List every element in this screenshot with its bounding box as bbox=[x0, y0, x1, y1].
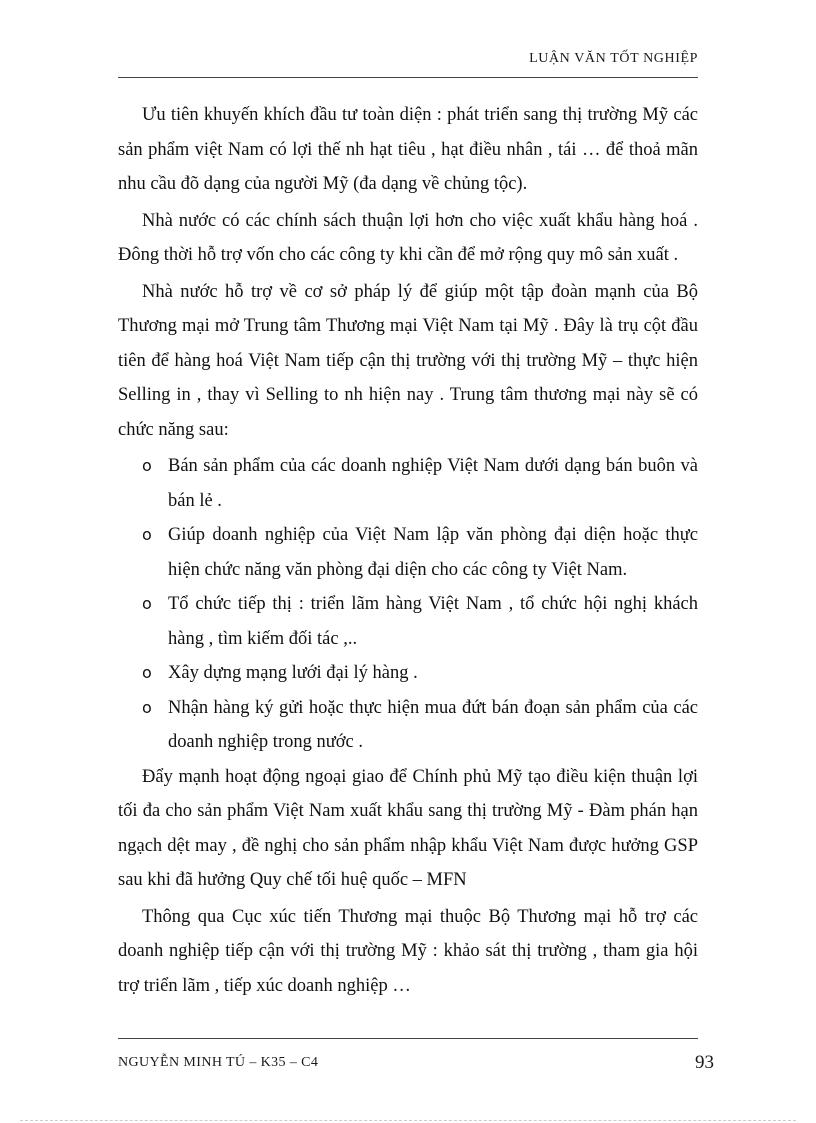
paragraph-diplomacy: Đẩy mạnh hoạt động ngoại giao để Chính phủ Mỹ tạo điều kiện thuận lợi tối đa cho sản phẩm Việt Nam xuất khẩu sang thị trường Mỹ - Đàm phán hạn ngạch dệt may , đề nghị cho sản phẩm nhập khẩu Việt Nam được hưởng GSP sau khi đã hưởng Quy chế tối huệ quốc – MFN bbox=[118, 766, 698, 890]
list-item bbox=[118, 449, 698, 518]
list-item-text: Xây dựng mạng lưới đại lý hàng . bbox=[168, 663, 418, 683]
list-item bbox=[118, 587, 698, 656]
list-item-text: Tổ chức tiếp thị : triển lãm hàng Việt Nam , tổ chức hội nghị khách hàng , tìm kiếm đối tác ,.. bbox=[168, 594, 698, 649]
bullet-circle-icon: o bbox=[142, 456, 152, 475]
list-item bbox=[118, 691, 698, 760]
paragraph-trade-center: Nhà nước hỗ trợ về cơ sở pháp lý để giúp một tập đoàn mạnh của Bộ Thương mại mở Trung tâm Thương mại Việt Nam tại Mỹ . Đây là trụ cột đầu tiên để hàng hoá Việt Nam tiếp cận thị trường với thị trường Mỹ – thực hiện Selling in , thay vì Selling to nh hiện nay . Trung tâm thương mại này sẽ có chức năng sau: bbox=[118, 281, 698, 440]
paragraph-export-policy: Nhà nước có các chính sách thuận lợi hơn cho việc xuất khẩu hàng hoá . Đông thời hỗ trợ vốn cho các công ty khi cần để mở rộng quy mô sản xuất . bbox=[118, 210, 698, 265]
trade-center-functions-list bbox=[118, 449, 698, 760]
page-number: 93 bbox=[695, 1052, 714, 1073]
footer-author: NGUYỄN MINH TÚ – K35 – C4 bbox=[118, 1055, 319, 1070]
paragraph-trade-promotion: Thông qua Cục xúc tiến Thương mại thuộc Bộ Thương mại hỗ trợ các doanh nghiệp tiếp cận với thị trường Mỹ : khảo sát thị trường , tham gia hội trợ triển lãm , tiếp xúc doanh nghiệp … bbox=[118, 906, 698, 996]
list-item-text: Giúp doanh nghiệp của Việt Nam lập văn phòng đại diện hoặc thực hiện chức năng văn phòng đại diện cho các công ty Việt Nam. bbox=[168, 525, 698, 580]
header-rule bbox=[118, 77, 698, 78]
running-header: LUẬN VĂN TỐT NGHIỆP bbox=[529, 51, 698, 66]
list-item bbox=[118, 656, 698, 691]
bullet-circle-icon: o bbox=[142, 697, 152, 717]
page-edge-divider bbox=[20, 1120, 796, 1121]
footer-rule bbox=[118, 1038, 698, 1039]
list-item-text: Nhận hàng ký gửi hoặc thực hiện mua đứt bán đoạn sản phẩm của các doanh nghiệp trong nước . bbox=[168, 697, 698, 752]
list-item-text: Bán sản phẩm của các doanh nghiệp Việt Nam dưới dạng bán buôn và bán lẻ . bbox=[168, 456, 698, 511]
page-body bbox=[118, 98, 698, 1005]
paragraph-investment-priority: Ưu tiên khuyến khích đầu tư toàn diện : phát triển sang thị trường Mỹ các sản phẩm việt Nam có lợi thế nh hạt tiêu , hạt điều nhân , tái … để thoả mãn nhu cầu đõ dạng của người Mỹ (đa dạng về chủng tộc). bbox=[118, 105, 698, 194]
bullet-circle-icon: o bbox=[142, 663, 152, 682]
list-item bbox=[118, 518, 698, 587]
bullet-circle-icon: o bbox=[142, 525, 152, 544]
bullet-circle-icon: o bbox=[142, 594, 152, 613]
